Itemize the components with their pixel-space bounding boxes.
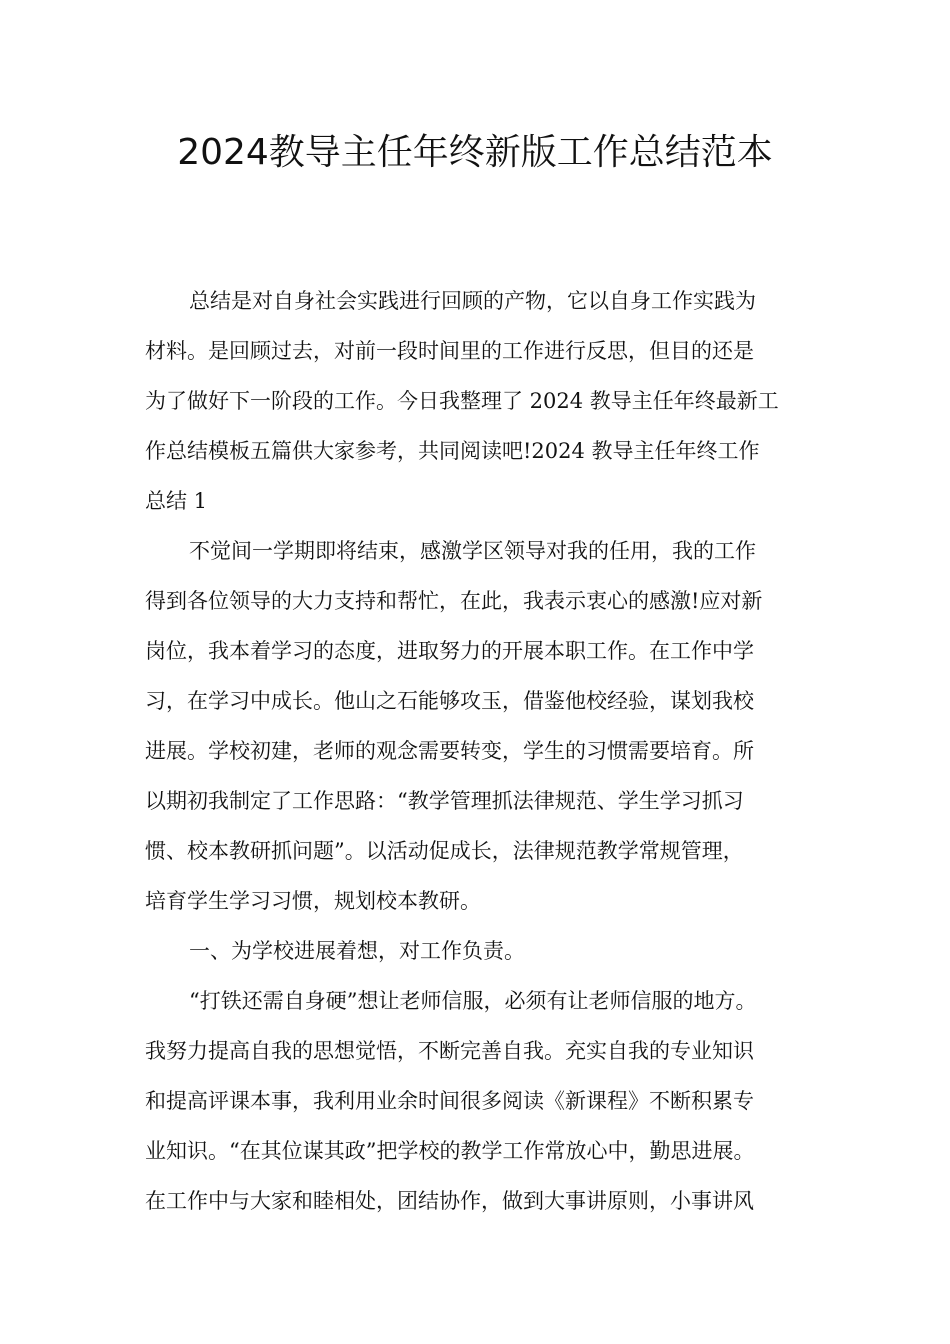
paragraph-line: 和提高评课本事，我利用业余时间很多阅读《新课程》不断积累专 (145, 1089, 754, 1113)
paragraph-line: 为了做好下一阶段的工作。今日我整理了 2024 教导主任年终最新工 (145, 389, 779, 413)
paragraph-line: “打铁还需自身硬”想让老师信服，必须有让老师信服的地方。 (189, 989, 757, 1013)
paragraph-line: 在工作中与大家和睦相处，团结协作，做到大事讲原则，小事讲风 (145, 1189, 754, 1213)
paragraph-line: 进展。学校初建，老师的观念需要转变，学生的习惯需要培育。所 (145, 739, 754, 763)
document-body (145, 276, 815, 1226)
paragraph-line: 不觉间一学期即将结束，感激学区领导对我的任用，我的工作 (189, 539, 756, 563)
document-title: 2024教导主任年终新版工作总结范本 (177, 132, 773, 173)
paragraph-line: 总结是对自身社会实践进行回顾的产物，它以自身工作实践为 (189, 289, 756, 313)
paragraph-line: 培育学生学习习惯，规划校本教研。 (145, 889, 481, 913)
paragraph-line: 以期初我制定了工作思路：“教学管理抓法律规范、学生学习抓习 (145, 789, 744, 813)
paragraph-line: 材料。是回顾过去，对前一段时间里的工作进行反思，但目的还是 (145, 339, 754, 363)
paragraph-line: 总结 1 (145, 489, 208, 513)
paragraph-line: 习，在学习中成长。他山之石能够攻玉，借鉴他校经验，谋划我校 (145, 689, 754, 713)
paragraph-line: 我努力提高自我的思想觉悟，不断完善自我。充实自我的专业知识 (145, 1039, 754, 1063)
paragraph-line: 得到各位领导的大力支持和帮忙，在此，我表示衷心的感激!应对新 (145, 589, 763, 613)
paragraph-line: 岗位，我本着学习的态度，进取努力的开展本职工作。在工作中学 (145, 639, 754, 663)
paragraph-line: 业知识。“在其位谋其政”把学校的教学工作常放心中，勤思进展。 (145, 1139, 755, 1163)
section-heading: 一、为学校进展着想，对工作负责。 (189, 939, 525, 963)
paragraph-line: 惯、校本教研抓问题”。以活动促成长，法律规范教学常规管理， (145, 839, 744, 863)
paragraph-line: 作总结模板五篇供大家参考，共同阅读吧!2024 教导主任年终工作 (145, 439, 760, 463)
